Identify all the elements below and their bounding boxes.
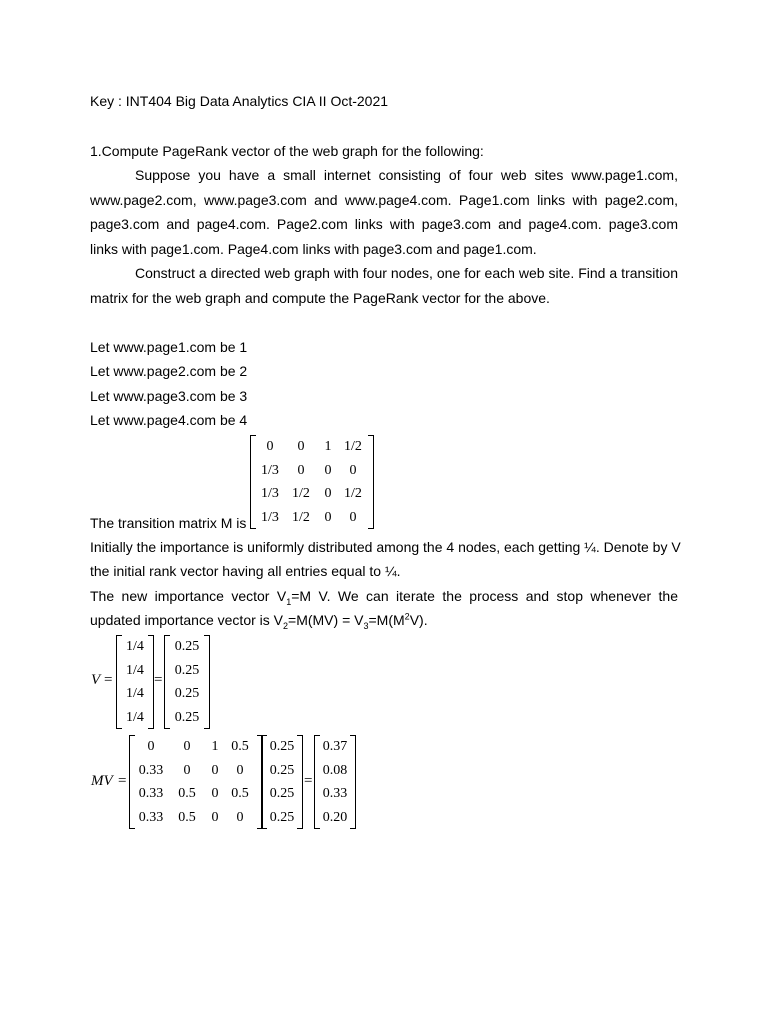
question-paragraph-line: www.page2.com, www.page3.com and www.page4.com. Page1.com links with page2.com,: [90, 192, 678, 208]
vector-cell: 0.37: [322, 739, 348, 754]
matrix-cell: 1/2: [344, 486, 362, 501]
question-paragraph-line: matrix for the web graph and compute the PageRank vector for the above.: [90, 290, 550, 306]
vector-cell: 0.08: [322, 762, 348, 778]
matrix-cell: 1/2: [344, 439, 362, 454]
matrix-cell: 0.5: [178, 809, 196, 825]
matrix-cell: 0: [297, 439, 305, 454]
equals-sign: =: [118, 773, 127, 789]
equals-sign: =: [154, 672, 163, 688]
matrix-cell: 0.33: [138, 762, 164, 778]
matrix-cell: 0: [183, 762, 191, 778]
matrix-cell: 0: [297, 462, 305, 478]
matrix-cell: 0: [349, 462, 357, 478]
vector-cell: 0.25: [174, 662, 200, 678]
matrix-cell: 0.5: [231, 786, 249, 801]
equals-sign: =: [104, 672, 113, 688]
mv-symbol: MV: [91, 773, 113, 789]
question-paragraph-line: Suppose you have a small internet consisting of four web sites www.page1.com,: [135, 167, 678, 183]
matrix-cell: 1/3: [261, 462, 279, 478]
explanation-line: Initially the importance is uniformly distributed among the 4 nodes, each getting ¼. Denote by V: [90, 539, 681, 555]
transition-matrix-label: The transition matrix M is: [90, 515, 247, 531]
matrix-cell: 0.5: [178, 786, 196, 801]
transition-matrix: [250, 435, 374, 529]
question-paragraph-line: page3.com and page4.com. Page2.com links with page3.com and page4.com. page3.com: [90, 216, 678, 232]
vector-cell: 1/4: [126, 662, 144, 678]
explanation-line: the initial rank vector having all entries equal to ¼.: [90, 563, 401, 579]
question-paragraph-line: Construct a directed web graph with four nodes, one for each web site. Find a transition: [135, 265, 678, 281]
matrix-cell: 1/3: [261, 509, 279, 525]
matrix-cell: 0: [266, 439, 274, 454]
matrix-cell: 0: [324, 486, 332, 501]
vector-cell: 0.25: [174, 639, 200, 654]
matrix-cell: 0: [236, 809, 244, 825]
matrix-cell: 0.5: [231, 739, 249, 754]
matrix-cell: 0: [147, 739, 155, 754]
matrix-cell: 0: [349, 509, 357, 525]
iteration-line-1: The new importance vector $V_1=M$ V. We can iterate the process and stop whenever the: [90, 588, 678, 607]
vector-cell: 0.25: [269, 809, 295, 825]
matrix-cell: 0: [324, 509, 332, 525]
question-paragraph-line: links with page1.com. Page4.com links with page3.com and page1.com.: [90, 241, 537, 257]
vector-cell: 0.25: [174, 709, 200, 725]
matrix-cell: 1/3: [261, 486, 279, 501]
vector-cell: 0.25: [269, 739, 295, 754]
matrix-cell: 0: [183, 739, 191, 754]
vector-cell: 0.20: [322, 809, 348, 825]
matrix-cell: 1/2: [292, 486, 310, 501]
matrix-cell: 0: [211, 809, 219, 825]
vector-cell: 0.25: [269, 762, 295, 778]
mv-result-vector: [314, 735, 356, 829]
question-heading: 1.Compute PageRank vector of the web graph for the following:: [90, 143, 484, 159]
matrix-cell: 1: [324, 439, 332, 454]
mv-input-vector: [261, 735, 303, 829]
vector-cell: 0.25: [269, 786, 295, 801]
vector-cell: 0.33: [322, 786, 348, 801]
mv-matrix: [129, 735, 263, 829]
vector-cell: 1/4: [126, 686, 144, 701]
node-assignment: Let www.page2.com be 2: [90, 363, 248, 379]
matrix-cell: 0: [324, 462, 332, 478]
document-title: Key : INT404 Big Data Analytics CIA II Oct-2021: [90, 93, 389, 109]
iteration-line-2: updated importance vector is $V_2=M(MV) = V_3=M(M^2V)$.: [90, 611, 428, 631]
v-symbol: V: [91, 672, 101, 688]
matrix-cell: 0.33: [138, 786, 164, 801]
node-assignment: Let www.page3.com be 3: [90, 388, 248, 404]
matrix-cell: 1/2: [292, 509, 310, 525]
matrix-cell: 0.33: [138, 809, 164, 825]
v-decimal-vector: [164, 635, 210, 729]
vector-cell: 1/4: [126, 709, 144, 725]
equals-sign: =: [304, 773, 313, 789]
matrix-cell: 0: [211, 786, 219, 801]
node-assignment: Let www.page4.com be 4: [90, 412, 248, 428]
node-assignment: Let www.page1.com be 1: [90, 339, 248, 355]
vector-cell: 1/4: [126, 639, 144, 654]
matrix-cell: 1: [211, 739, 219, 754]
vector-cell: 0.25: [174, 686, 200, 701]
matrix-cell: 0: [211, 762, 219, 778]
matrix-cell: 0: [236, 762, 244, 778]
v-fraction-vector: [116, 635, 154, 729]
